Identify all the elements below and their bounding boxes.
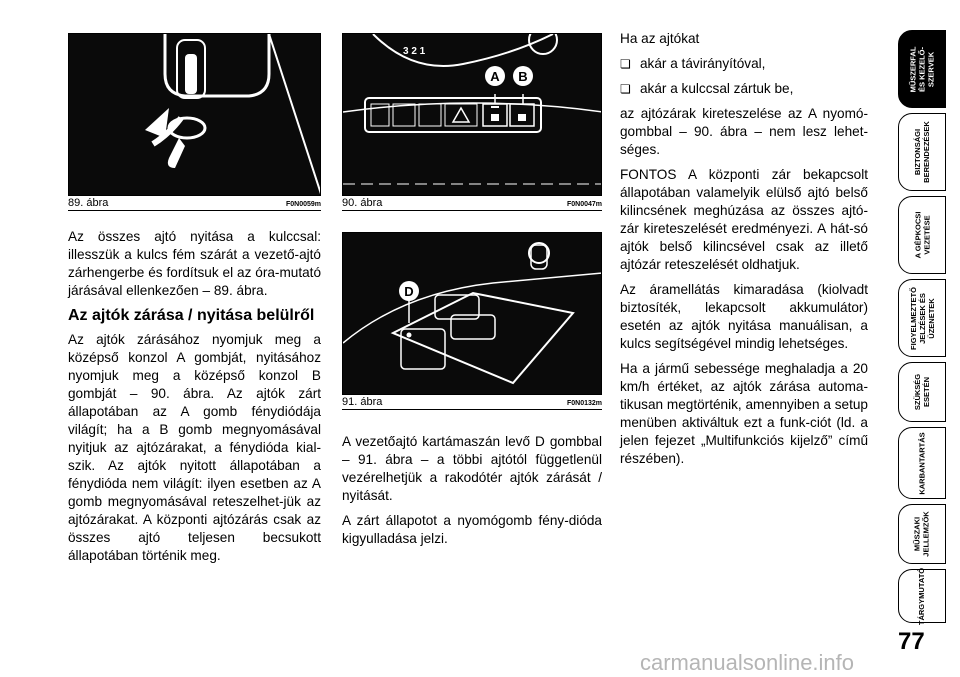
figure-90-caption-row bbox=[342, 196, 602, 211]
door-key-illustration bbox=[69, 34, 321, 196]
tab-driving[interactable] bbox=[898, 196, 946, 274]
figure-code: F0N0047m bbox=[566, 201, 602, 208]
tab-specifications[interactable] bbox=[898, 504, 946, 564]
label-b: B bbox=[518, 69, 528, 84]
door-armrest-illustration bbox=[343, 233, 602, 395]
figure-code: F0N0059m bbox=[285, 201, 321, 208]
tab-label: SZÜKSÉG ESETÉN bbox=[912, 373, 931, 411]
label-a: A bbox=[490, 69, 500, 84]
paragraph: Ha az ajtókat bbox=[620, 31, 700, 46]
paragraph: az ajtózárak kireteszelése az A nyomó-gombbal – 90. ábra – nem lesz lehet-séges. bbox=[620, 106, 868, 157]
figure-caption: 91. ábra bbox=[342, 396, 383, 408]
tab-label: MŰSZAKI JELLEMZŐK bbox=[912, 511, 931, 557]
paragraph: A vezetőajtó kartámaszán levő D gombbal – 91. ábra – a többi ajtótól függetlenül vezérelhetjük a rakodótér ajtók zárását / nyitását. bbox=[342, 434, 602, 503]
tab-index[interactable] bbox=[898, 569, 946, 623]
label-d: D bbox=[404, 284, 414, 299]
figure-91-image bbox=[342, 232, 602, 395]
tab-emergency[interactable] bbox=[898, 362, 946, 422]
bullet-item: ❏ akár a kulccsal zártuk be, bbox=[620, 80, 868, 98]
paragraph: Ha a jármű sebessége meghaladja a 20 km/h értéket, az ajtók zárása automa-tikusan megtörténik, amennyiben a setup menüben aktiváltuk ezt a funk-ciót (ld. a jelen fejezet „Multifunkciós kijelző” című részében). bbox=[620, 361, 868, 466]
central-console-illustration bbox=[343, 34, 602, 196]
figure-code: F0N0132m bbox=[566, 400, 602, 407]
bullet-item: ❏ akár a távirányítóval, bbox=[620, 55, 868, 73]
paragraph: FONTOS A központi zár bekapcsolt állapotában valamelyik elülső ajtó belső kilincsének meghúzása az összes ajtó-zár kireteszelését eredményezi. A hát-só ajtók belső kilincsével csak az illető ajtózár reteszelését oldhatjuk. bbox=[620, 167, 868, 272]
tab-label: MŰSZERFAL ÉS KEZELŐ- SZERVEK bbox=[908, 46, 936, 92]
tab-label: FIGYELMEZTETŐ JELZÉSEK ÉS ÜZENETEK bbox=[908, 286, 936, 350]
figure-caption: 90. ábra bbox=[342, 197, 383, 209]
figure-91-caption-row bbox=[342, 395, 602, 410]
column-3 bbox=[620, 30, 868, 475]
figure-89-image bbox=[68, 33, 321, 196]
paragraph: Az áramellátás kimaradása (kiolvadt biztosíték, lekapcsolt akkumulátor) esetén az ajtók nyitása manuálisan, a kulcs segítségével mindig lehetséges. bbox=[620, 282, 868, 351]
tab-label: KARBANTARTÁS bbox=[917, 431, 927, 495]
column-2 bbox=[342, 433, 602, 555]
dial-numbers: 3 2 1 bbox=[403, 46, 426, 57]
tab-instruments[interactable] bbox=[898, 30, 946, 108]
watermark: carmanualsonline.info bbox=[640, 650, 855, 675]
tab-maintenance[interactable] bbox=[898, 427, 946, 499]
paragraph: Az összes ajtó nyitása a kulccsal: illesszük a kulcs fém szárát a vezető-ajtó zárhengerbe és fordítsuk el az óra-mutató járásával ellenkezően – 89. ábra. bbox=[68, 229, 321, 298]
tab-warnings[interactable] bbox=[898, 279, 946, 357]
column-1 bbox=[68, 228, 321, 572]
tab-safety[interactable] bbox=[898, 113, 946, 191]
section-heading: Az ajtók zárása / nyitása belülről bbox=[68, 307, 315, 324]
figure-89-caption-row bbox=[68, 196, 321, 211]
figure-90-image bbox=[342, 33, 602, 196]
tab-label: BIZTONSÁGI BERENDEZÉSEK bbox=[913, 121, 931, 183]
tab-label: A GÉPKOCSI VEZETÉSE bbox=[913, 211, 932, 259]
page-number: 77 bbox=[898, 628, 925, 655]
figure-caption: 89. ábra bbox=[68, 197, 109, 209]
tab-label: TÁRGYMUTATÓ bbox=[917, 567, 927, 625]
paragraph: Az ajtók zárásához nyomjuk meg a középső konzol A gombját, nyitásához nyomjuk meg a középső konzol B gombját – 90. ábra. Az ajtók zárt állapotában az A gomb fénydiódája világít; ha a B gomb megnyomásával nyitjuk az ajtózárakat, a fénydióda kial-szik. Az ajtók nyitott állapotában a fénydióda nem világít: ilyen esetben az A gomb megnyomásával reteszelhet-jük az ajtózárakat. A központi ajtózárás csak az összes ajtó teljesen becsukott állapotában történik meg. bbox=[68, 332, 321, 563]
chapter-tabs bbox=[892, 0, 960, 677]
paragraph: A zárt állapotot a nyomógomb fény-dióda kigyulladása jelzi. bbox=[342, 513, 602, 546]
